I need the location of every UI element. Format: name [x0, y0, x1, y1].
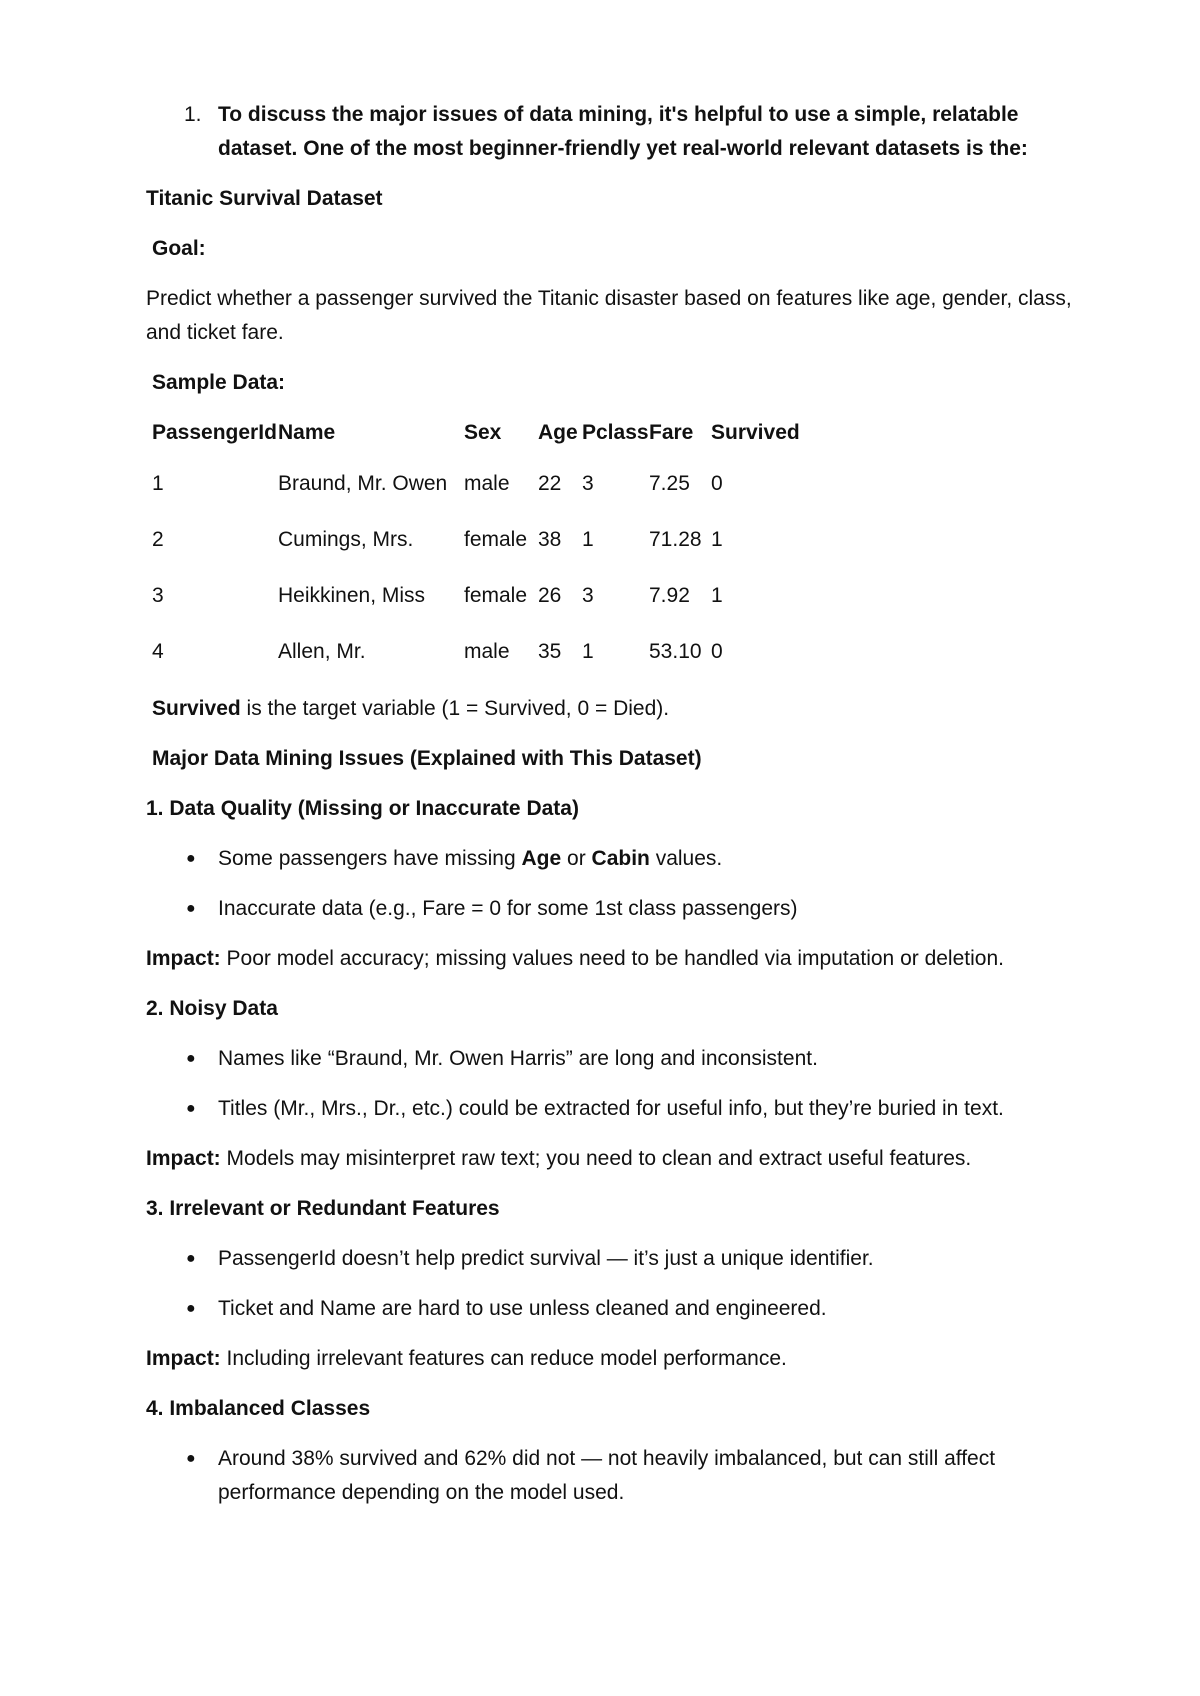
table-cell: male	[464, 472, 510, 495]
table-cell: 0	[711, 640, 723, 663]
bullet-text: Titles (Mr., Mrs., Dr., etc.) could be extracted for useful info, but they’re buried in text.	[218, 1097, 1004, 1120]
table-cell: 1	[582, 640, 594, 663]
issue-bullet-list	[146, 1042, 1076, 1126]
issue-title: 2. Noisy Data	[146, 997, 278, 1020]
bullet-text: Some passengers have missing	[218, 847, 522, 870]
target-note	[146, 692, 1076, 726]
goal-heading: Goal:	[152, 237, 206, 260]
bullet-item	[146, 1242, 1076, 1276]
bullet-icon: ●	[186, 1050, 196, 1067]
table-cell: 53.10	[649, 640, 702, 663]
bullet-text: values.	[649, 847, 723, 870]
bullet-icon: ●	[186, 900, 196, 917]
table-cell: 26	[538, 584, 562, 607]
table-cell: 1	[711, 528, 723, 551]
table-row	[152, 456, 800, 512]
table-cell: 4	[152, 640, 164, 663]
table-cell: Heikkinen, Miss	[278, 584, 426, 607]
bullet-item	[146, 842, 1076, 876]
issue-title: 1. Data Quality (Missing or Inaccurate Data)	[146, 797, 579, 820]
table-cell: 7.25	[649, 472, 690, 495]
table-cell: 38	[538, 528, 562, 551]
bullet-text: or	[561, 847, 592, 870]
impact-text: Poor model accuracy; missing values need to be handled via imputation or deletion.	[220, 947, 1004, 970]
issue-bullet-list	[146, 842, 1076, 926]
bullet-text: PassengerId doesn’t help predict survival — it’s just a unique identifier.	[218, 1247, 874, 1270]
document-page	[146, 98, 1076, 1526]
bullet-text: Inaccurate data (e.g., Fare = 0 for some 1st class passengers)	[218, 897, 798, 920]
column-header: Pclass	[582, 421, 649, 444]
table-row	[152, 568, 800, 624]
table-cell: 2	[152, 528, 164, 551]
sample-heading: Sample Data:	[152, 371, 286, 394]
bullet-bold-age: Age	[521, 847, 562, 870]
column-header: Survived	[711, 421, 800, 444]
bullet-text: Names like “Braund, Mr. Owen Harris” are long and inconsistent.	[218, 1047, 818, 1070]
table-cell: 1	[582, 528, 594, 551]
table-cell: female	[464, 528, 528, 551]
table-cell: 1	[152, 472, 164, 495]
column-header: PassengerId	[152, 421, 277, 444]
bullet-item	[146, 1042, 1076, 1076]
bullet-icon: ●	[186, 1450, 196, 1467]
impact-label: Impact:	[146, 1147, 221, 1170]
table-cell: 3	[582, 584, 594, 607]
bullet-text: Ticket and Name are hard to use unless cleaned and engineered.	[218, 1297, 827, 1320]
table-cell: male	[464, 640, 510, 663]
table-row	[152, 624, 800, 680]
column-header: Sex	[464, 421, 502, 444]
table-cell: female	[464, 584, 528, 607]
issues-heading: Major Data Mining Issues (Explained with This Dataset)	[152, 747, 702, 770]
table-cell: 1	[711, 584, 723, 607]
table-cell: 35	[538, 640, 562, 663]
column-header: Name	[278, 421, 336, 444]
table-cell: 22	[538, 472, 562, 495]
bullet-item	[146, 1092, 1076, 1126]
bullet-icon: ●	[186, 850, 196, 867]
table-cell: 71.28	[649, 528, 702, 551]
impact-line	[146, 1142, 1076, 1176]
bullet-item	[146, 892, 1076, 926]
impact-label: Impact:	[146, 947, 221, 970]
table-cell: 7.92	[649, 584, 690, 607]
bullet-item	[146, 1292, 1076, 1326]
table-cell: Cumings, Mrs.	[278, 528, 414, 551]
target-note-bold: Survived	[152, 697, 241, 720]
intro-item	[146, 98, 1076, 166]
issue-title: 3. Irrelevant or Redundant Features	[146, 1197, 500, 1220]
impact-text: Models may misinterpret raw text; you need to clean and extract useful features.	[220, 1147, 972, 1170]
impact-text: Including irrelevant features can reduce model performance.	[220, 1347, 787, 1370]
impact-line	[146, 1342, 1076, 1376]
impact-line	[146, 942, 1076, 976]
issue-bullet-list	[146, 1242, 1076, 1326]
column-header: Age	[538, 421, 578, 444]
bullet-bold-cabin: Cabin	[591, 847, 650, 870]
issue-bullet-list	[146, 1442, 1076, 1510]
intro-number: 1.	[184, 103, 202, 126]
table-cell: Allen, Mr.	[278, 640, 366, 663]
table-cell: 3	[582, 472, 594, 495]
dataset-title: Titanic Survival Dataset	[146, 187, 383, 210]
bullet-icon: ●	[186, 1100, 196, 1117]
table-cell: 3	[152, 584, 164, 607]
bullet-item	[146, 1442, 1076, 1510]
goal-text: Predict whether a passenger survived the Titanic disaster based on features like age, gender, class, and ticket fare.	[146, 287, 1072, 344]
column-header: Fare	[649, 421, 694, 444]
intro-text: To discuss the major issues of data mining, it's helpful to use a simple, relatable dataset. One of the most beginner-friendly yet real-world relevant datasets is the:	[218, 103, 1028, 160]
table-cell: 0	[711, 472, 723, 495]
sample-data-table	[152, 416, 800, 680]
impact-label: Impact:	[146, 1347, 221, 1370]
table-header-row	[152, 416, 800, 456]
bullet-text: Around 38% survived and 62% did not — not heavily imbalanced, but can still affect performance depending on the model used.	[218, 1447, 996, 1504]
table-cell: Braund, Mr. Owen	[278, 472, 448, 495]
bullet-icon: ●	[186, 1300, 196, 1317]
bullet-icon: ●	[186, 1250, 196, 1267]
table-row	[152, 512, 800, 568]
issue-title: 4. Imbalanced Classes	[146, 1397, 371, 1420]
target-note-rest: is the target variable (1 = Survived, 0 = Died).	[240, 697, 670, 720]
